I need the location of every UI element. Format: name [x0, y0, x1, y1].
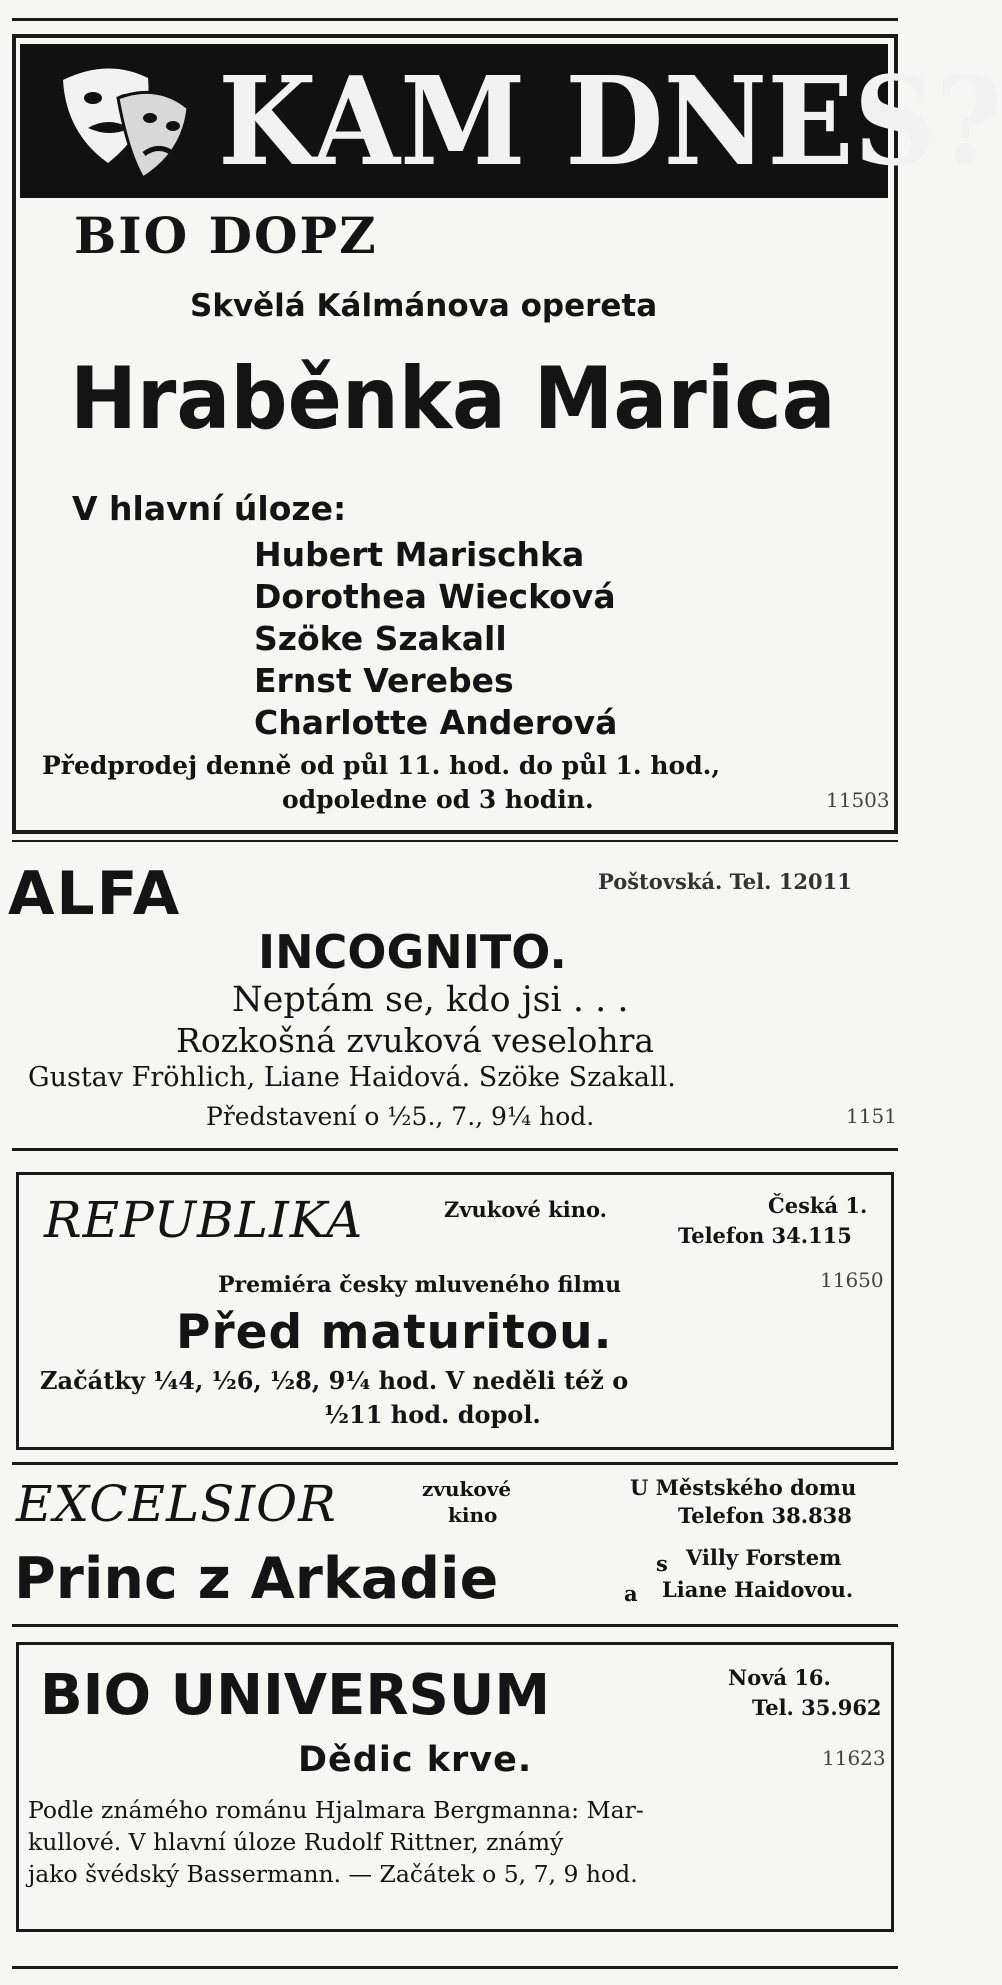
excelsior-kind-1: zvukové — [422, 1477, 512, 1501]
universum-desc-2: kullové. V hlavní úloze Rudolf Rittner, známý — [28, 1828, 564, 1856]
alfa-genre: Rozkošná zvuková veselohra — [176, 1021, 655, 1060]
alfa-film: INCOGNITO. — [258, 925, 567, 979]
universum-address: Nová 16. — [728, 1665, 831, 1690]
republika-phone: Telefon 34.115 — [678, 1223, 852, 1248]
universum-name: BIO UNIVERSUM — [40, 1663, 551, 1728]
republika-times-2: ½11 hod. dopol. — [324, 1400, 541, 1429]
bio-dopz-code: 11503 — [826, 788, 890, 812]
alfa-cast: Gustav Fröhlich, Liane Haidová. Szöke Szakall. — [28, 1062, 676, 1093]
excelsior-actor-2: Liane Haidovou. — [662, 1577, 854, 1602]
republika-kind: Zvukové kino. — [444, 1197, 607, 1222]
alfa-name: ALFA — [8, 859, 182, 929]
alfa-showtimes: Představení o ½5., 7., 9¼ hod. — [206, 1102, 595, 1131]
kam-dnes-banner — [20, 44, 1002, 198]
bottom-rule — [12, 1966, 898, 1969]
republika-film: Před maturitou. — [176, 1305, 613, 1360]
bio-dopz-cast-2: Dorothea Wiecková — [254, 577, 616, 616]
bio-dopz-film: Hraběnka Marica — [70, 349, 836, 449]
bio-dopz-name: BIO DOPZ — [74, 206, 378, 265]
universum-phone: Tel. 35.962 — [752, 1695, 882, 1720]
bio-dopz-presale-1: Předprodej denně od půl 11. hod. do půl 1. hod., — [42, 751, 721, 780]
excelsior-address: U Městského domu — [630, 1475, 857, 1500]
theater-masks-icon — [48, 58, 198, 186]
alfa-code: 1151 — [846, 1104, 897, 1128]
excelsior-kind-2: kino — [448, 1503, 498, 1527]
universum-code: 11623 — [822, 1746, 886, 1770]
excelsior-name: EXCELSIOR — [16, 1475, 337, 1533]
excelsior-actor-1: Villy Forstem — [686, 1545, 842, 1570]
divider-3 — [12, 1462, 898, 1465]
bio-dopz-subtitle: Skvělá Kálmánova opereta — [190, 288, 658, 324]
alfa-address: Poštovská. Tel. 12011 — [598, 869, 852, 894]
bio-dopz-cast-label: V hlavní úloze: — [72, 489, 347, 528]
excelsior-film: Princ z Arkadie — [14, 1546, 499, 1612]
alfa-subtitle: Neptám se, kdo jsi . . . — [232, 980, 629, 1020]
kam-dnes-title: KAM DNES? — [218, 49, 1002, 193]
bio-dopz-cast-1: Hubert Marischka — [254, 535, 585, 574]
universum-desc-1: Podle známého románu Hjalmara Bergmanna: Mar- — [28, 1796, 644, 1824]
universum-desc-3: jako švédský Bassermann. — Začátek o 5, 7, 9 hod. — [28, 1860, 638, 1888]
divider-4 — [12, 1624, 898, 1627]
divider-2 — [12, 1148, 898, 1151]
bio-dopz-cast-5: Charlotte Anderová — [254, 703, 618, 742]
republika-address: Česká 1. — [768, 1193, 868, 1218]
top-rule — [12, 18, 898, 21]
bio-dopz-cast-4: Ernst Verebes — [254, 661, 514, 700]
excelsior-and-2: a — [624, 1581, 638, 1606]
universum-film: Dědic krve. — [298, 1740, 533, 1780]
divider-1 — [12, 840, 898, 842]
republika-name: REPUBLIKA — [44, 1191, 364, 1249]
excelsior-phone: Telefon 38.838 — [678, 1503, 852, 1528]
bio-dopz-cast-3: Szöke Szakall — [254, 619, 507, 658]
republika-times-1: Začátky ¼4, ½6, ½8, 9¼ hod. V neděli též o — [40, 1366, 629, 1395]
republika-premiere: Premiéra česky mluveného filmu — [218, 1272, 622, 1298]
republika-code: 11650 — [820, 1268, 884, 1292]
excelsior-and-1: s — [656, 1551, 668, 1576]
bio-dopz-presale-2: odpoledne od 3 hodin. — [282, 785, 594, 814]
